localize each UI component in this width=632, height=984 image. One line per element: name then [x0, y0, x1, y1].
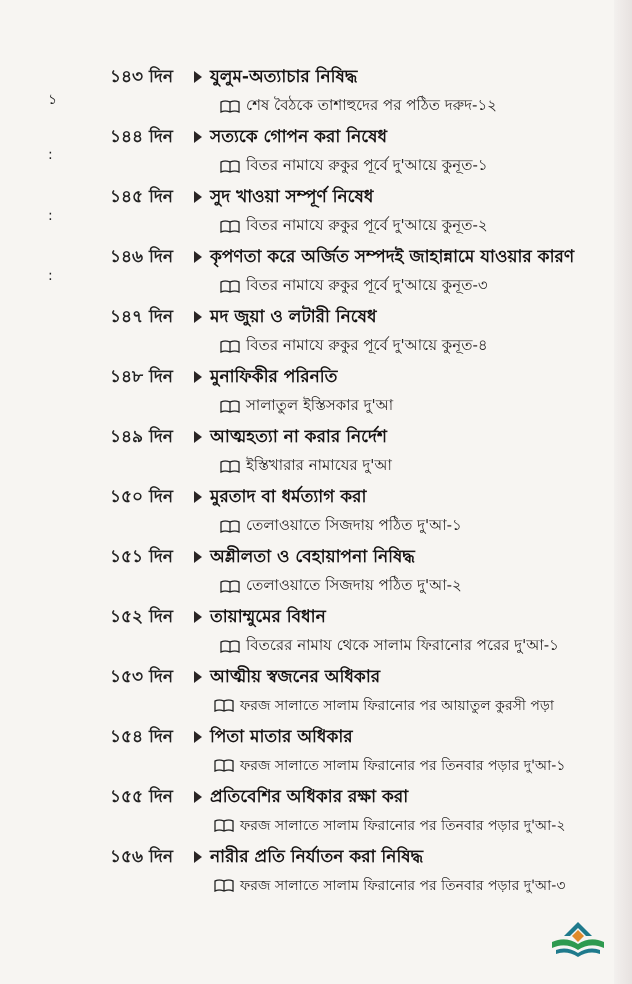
triangle-bullet-icon: [194, 311, 202, 323]
triangle-bullet-icon: [194, 71, 202, 83]
triangle-bullet-icon: [194, 131, 202, 143]
entry-title: আত্মহত্যা না করার নির্দেশ: [210, 427, 387, 447]
toc-entry: [110, 664, 625, 724]
entry-title: মুনাফিকীর পরিনতি: [210, 367, 338, 387]
margin-mark: :: [48, 147, 53, 163]
open-book-icon: [214, 699, 234, 713]
entry-subtitle: ইস্তিখারার নামাযের দু'আ: [246, 456, 392, 474]
open-book-icon: [220, 460, 240, 474]
triangle-bullet-icon: [194, 431, 202, 443]
toc-entry: [110, 544, 625, 604]
entry-subtitle: তেলাওয়াতে সিজদায় পঠিত দু'আ-২: [246, 576, 462, 594]
open-book-icon: [220, 220, 240, 234]
entry-title: প্রতিবেশির অধিকার রক্ষা করা: [210, 787, 409, 807]
day-number: ১৫৫ দিন: [110, 787, 173, 807]
triangle-bullet-icon: [194, 371, 202, 383]
triangle-bullet-icon: [194, 671, 202, 683]
day-number: ১৪৩ দিন: [110, 67, 173, 87]
triangle-bullet-icon: [194, 251, 202, 263]
entry-subtitle: বিতর নামাযে রুকুর পূর্বে দু'আয়ে কুনূত-৪: [246, 336, 488, 354]
toc-entry: [110, 484, 625, 544]
open-book-icon: [220, 160, 240, 174]
toc-entry: [110, 244, 625, 304]
triangle-bullet-icon: [194, 491, 202, 503]
entry-title: অশ্লীলতা ও বেহায়াপনা নিষিদ্ধ: [210, 547, 415, 567]
day-number: ১৫৬ দিন: [110, 847, 173, 867]
toc-entry: [110, 64, 625, 124]
entry-subtitle: ফরজ সালাতে সালাম ফিরানোর পর তিনবার পড়ার দু'আ-৩: [240, 878, 566, 894]
toc-entry: [110, 364, 625, 424]
day-number: ১৫১ দিন: [110, 547, 173, 567]
entry-subtitle: ফরজ সালাতে সালাম ফিরানোর পর তিনবার পড়ার দু'আ-১: [240, 758, 566, 774]
entry-title: মদ জুয়া ও লটারী নিষেধ: [210, 307, 377, 327]
entry-subtitle: ফরজ সালাতে সালাম ফিরানোর পর আয়াতুল কুরসী পড়া: [240, 698, 554, 714]
toc-entry: [110, 604, 625, 664]
triangle-bullet-icon: [194, 551, 202, 563]
day-number: ১৫৪ দিন: [110, 727, 173, 747]
entry-subtitle: ফরজ সালাতে সালাম ফিরানোর পর তিনবার পড়ার দু'আ-২: [240, 818, 566, 834]
entry-title: যুলুম-অত্যাচার নিষিদ্ধ: [210, 67, 358, 87]
day-number: ১৫৩ দিন: [110, 667, 173, 687]
margin-mark: ১: [48, 92, 58, 108]
margin-mark: :: [48, 208, 53, 224]
entry-subtitle: বিতরের নামায থেকে সালাম ফিরানোর পরের দু'আ-১: [246, 636, 559, 654]
margin-marks: [48, 0, 58, 984]
toc-entry: [110, 844, 625, 904]
entry-title: নারীর প্রতি নির্যাতন করা নিষিদ্ধ: [210, 847, 424, 867]
day-number: ১৪৯ দিন: [110, 427, 173, 447]
toc-entry: [110, 124, 625, 184]
open-book-icon: [220, 100, 240, 114]
open-book-icon: [220, 580, 240, 594]
triangle-bullet-icon: [194, 851, 202, 863]
day-number: ১৪৭ দিন: [110, 307, 173, 327]
margin-mark: :: [48, 268, 53, 284]
toc-entry: [110, 184, 625, 244]
day-number: ১৪৪ দিন: [110, 127, 173, 147]
day-number: ১৫২ দিন: [110, 607, 173, 627]
entry-subtitle: বিতর নামাযে রুকুর পূর্বে দু'আয়ে কুনূত-২: [246, 216, 488, 234]
table-of-contents: [110, 64, 625, 904]
entry-title: তায়াম্মুমের বিধান: [210, 607, 326, 627]
triangle-bullet-icon: [194, 191, 202, 203]
toc-entry: [110, 304, 625, 364]
day-number: ১৪৫ দিন: [110, 187, 173, 207]
day-number: ১৫০ দিন: [110, 487, 173, 507]
entry-title: মুরতাদ বা ধর্মত্যাগ করা: [210, 487, 367, 507]
publisher-logo-icon: [548, 918, 608, 964]
entry-title: সত্যকে গোপন করা নিষেধ: [210, 127, 387, 147]
entry-subtitle: বিতর নামাযে রুকুর পূর্বে দু'আয়ে কুনূত-১: [246, 156, 488, 174]
open-book-icon: [214, 819, 234, 833]
day-number: ১৪৬ দিন: [110, 247, 173, 267]
open-book-icon: [220, 340, 240, 354]
entry-title: পিতা মাতার অধিকার: [210, 727, 353, 747]
entry-title: আত্মীয় স্বজনের অধিকার: [210, 667, 381, 687]
toc-entry: [110, 784, 625, 844]
open-book-icon: [214, 879, 234, 893]
open-book-icon: [214, 759, 234, 773]
entry-subtitle: বিতর নামাযে রুকুর পূর্বে দু'আয়ে কুনূত-৩: [246, 276, 488, 294]
triangle-bullet-icon: [194, 791, 202, 803]
triangle-bullet-icon: [194, 731, 202, 743]
entry-title: সুদ খাওয়া সম্পূর্ণ নিষেধ: [210, 187, 374, 207]
open-book-icon: [220, 400, 240, 414]
open-book-icon: [220, 280, 240, 294]
open-book-icon: [220, 520, 240, 534]
open-book-icon: [220, 640, 240, 654]
toc-entry: [110, 424, 625, 484]
entry-title: কৃপণতা করে অর্জিত সম্পদই জাহান্নামে যাওয়ার কারণ: [210, 247, 575, 267]
entry-subtitle: সালাতুল ইস্তিসকার দু'আ: [246, 396, 394, 414]
entry-subtitle: তেলাওয়াতে সিজদায় পঠিত দু'আ-১: [246, 516, 462, 534]
day-number: ১৪৮ দিন: [110, 367, 173, 387]
toc-entry: [110, 724, 625, 784]
entry-subtitle: শেষ বৈঠকে তাশাহুদের পর পঠিত দরুদ-১২: [246, 96, 497, 114]
triangle-bullet-icon: [194, 611, 202, 623]
